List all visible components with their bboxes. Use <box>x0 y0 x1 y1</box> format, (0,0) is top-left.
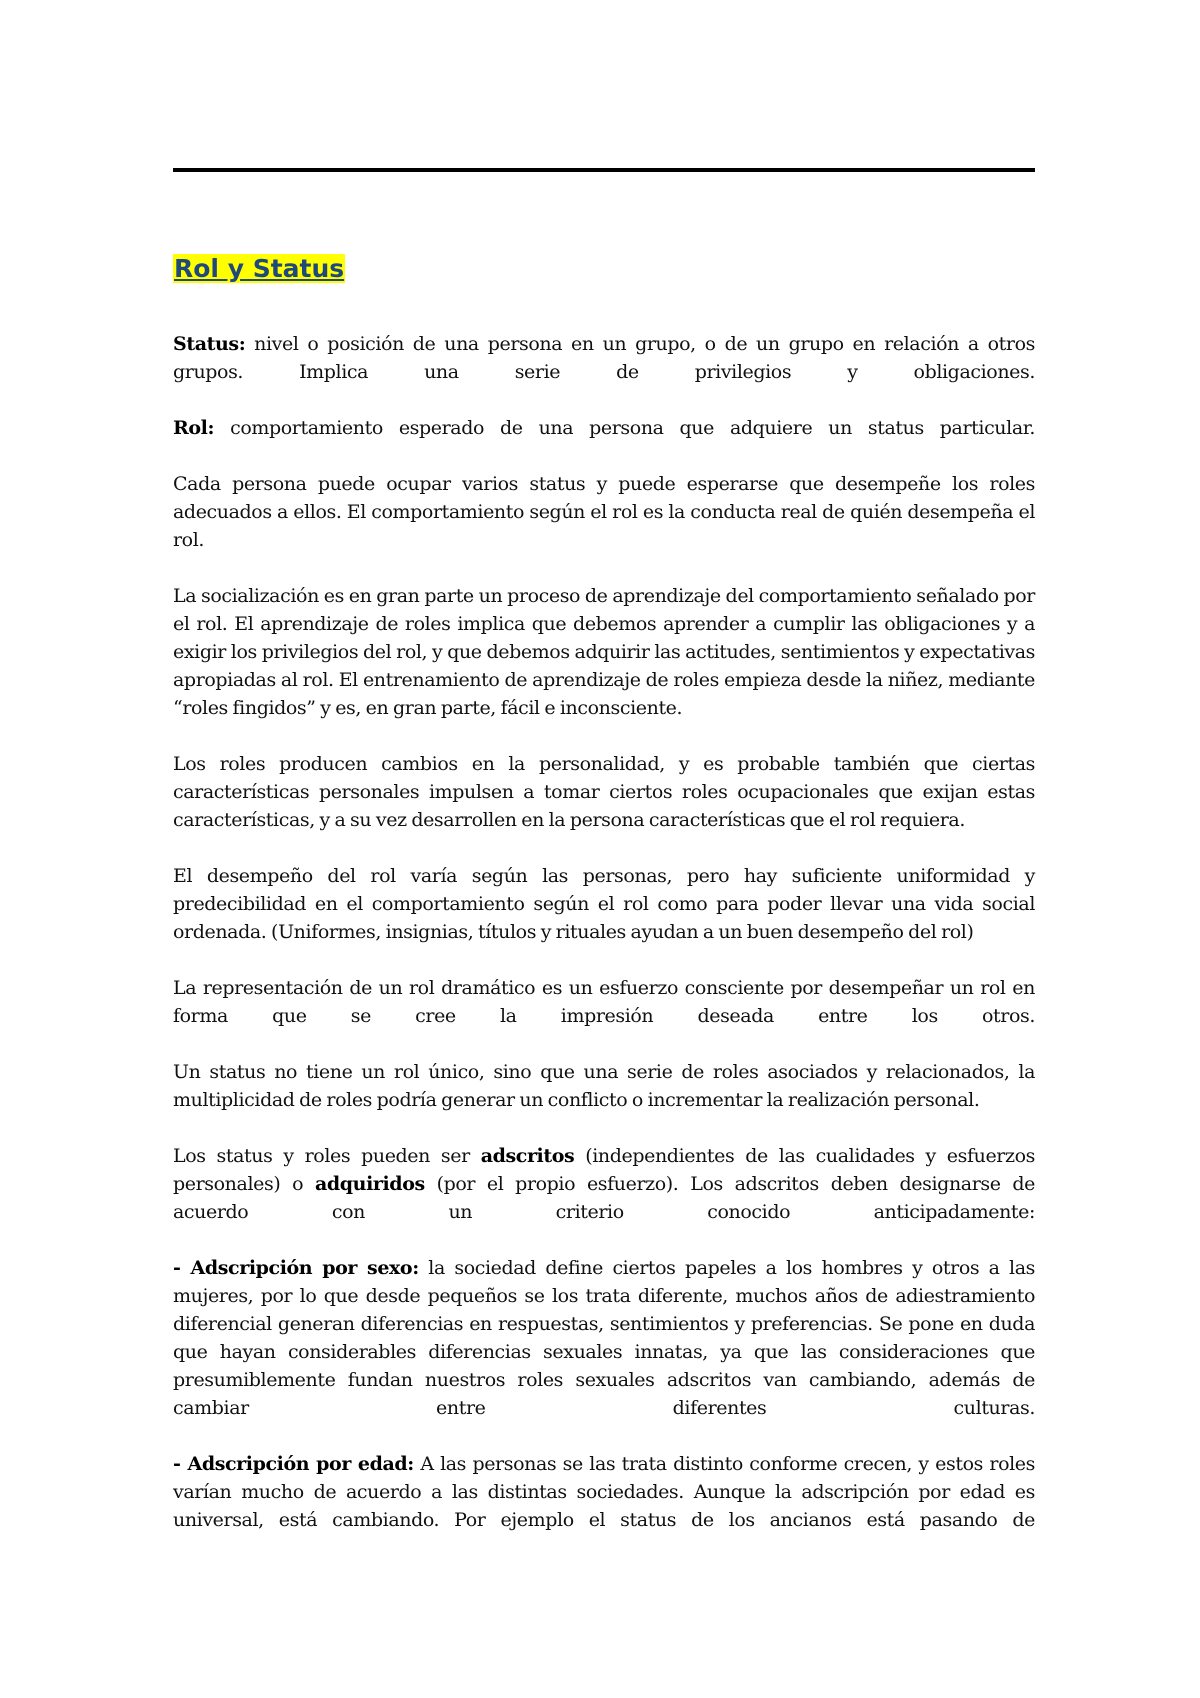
sexo-term: - Adscripción por sexo: <box>173 1257 419 1279</box>
sexo-definition: la sociedad define ciertos papeles a los hombres y otros a las mujeres, por lo que desde pequeños se los trata diferente, muchos años de adiestramiento diferencial generan diferencias en respuestas, sentimientos y preferencias. Se pone en duda que hayan considerables diferencias sexuales innatas, ya que las consideraciones que presumiblemente fundan nuestros roles sexuales adscritos van cambiando, además de cambiar entre diferentes culturas. <box>173 1257 1035 1419</box>
paragraph-adscripcion-edad <box>173 1450 1035 1534</box>
paragraph-adscripcion-sexo <box>173 1254 1035 1422</box>
paragraph-8: Un status no tiene un rol único, sino que una serie de roles asociados y relacionados, la multiplicidad de roles podría generar un conflicto o incrementar la realización personal. <box>173 1061 1035 1111</box>
rol-term: Rol: <box>173 417 215 439</box>
paragraph-5: Los roles producen cambios en la personalidad, y es probable también que ciertas características personales impulsen a tomar ciertos roles ocupacionales que exijan estas características, y a su vez desarrollen en la persona características que el rol requiera. <box>173 753 1035 831</box>
edad-definition: A las personas se las trata distinto conforme crecen, y estos roles varían mucho de acuerdo a las distintas sociedades. Aunque la adscripción por edad es universal, está cambiando. Por ejemplo el status de los ancianos está pasando de <box>173 1453 1035 1531</box>
paragraph-9: Los status y roles pueden ser adscritos (independientes de las cualidades y esfuerzos personales) o adquiridos (por el propio esfuerzo). Los adscritos deben designarse de acuerdo con un criterio conocido anticipadamente: <box>173 1145 1035 1223</box>
rol-definition: comportamiento esperado de una persona que adquiere un status particular. <box>214 417 1035 439</box>
paragraph-3: Cada persona puede ocupar varios status y puede esperarse que desempeñe los roles adecuados a ellos. El comportamiento según el rol es la conducta real de quién desempeña el rol. <box>173 473 1035 551</box>
paragraph-4: La socialización es en gran parte un proceso de aprendizaje del comportamiento señalado por el rol. El aprendizaje de roles implica que debemos aprender a cumplir las obligaciones y a exigir los privilegios del rol, y que debemos adquirir las actitudes, sentimientos y expectativas apropiadas al rol. El entrenamiento de aprendizaje de roles empieza desde la niñez, mediante “roles fingidos” y es, en gran parte, fácil e inconsciente. <box>173 585 1035 719</box>
paragraph-status <box>173 330 1035 386</box>
adquiridos-term: adquiridos <box>314 1173 425 1195</box>
document-title: Rol y Status <box>174 254 345 283</box>
adscritos-term: adscritos <box>480 1145 575 1167</box>
document-body <box>173 252 1035 1562</box>
paragraph-rol <box>173 414 1035 442</box>
status-definition: nivel o posición de una persona en un grupo, o de un grupo en relación a otros grupos. Implica una serie de privilegios y obligaciones. <box>173 333 1035 383</box>
paragraph-7: La representación de un rol dramático es un esfuerzo consciente por desempeñar un rol en forma que se cree la impresión deseada entre los otros. <box>173 977 1035 1027</box>
paragraph-6: El desempeño del rol varía según las personas, pero hay suficiente uniformidad y predecibilidad en el comportamiento según el rol como para poder llevar una vida social ordenada. (Uniformes, insignias, títulos y rituales ayudan a un buen desempeño del rol) <box>173 865 1035 943</box>
edad-term: - Adscripción por edad: <box>173 1453 414 1475</box>
status-term: Status: <box>173 333 246 355</box>
header-rule <box>173 168 1035 172</box>
